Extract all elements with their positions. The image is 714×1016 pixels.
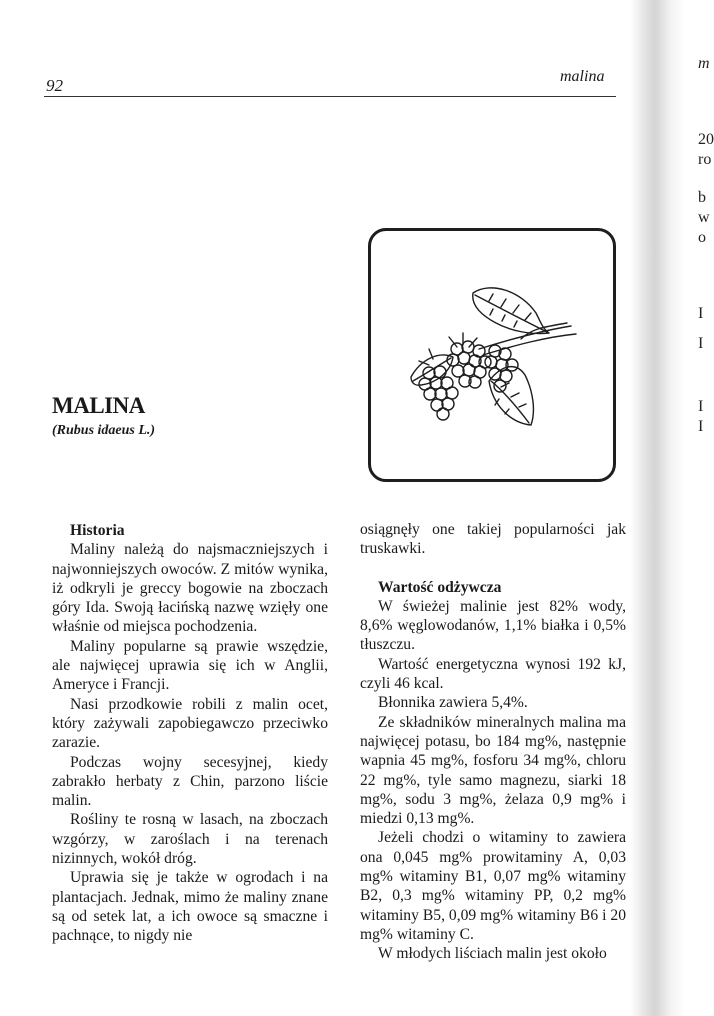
entry-title: MALINA (52, 393, 145, 418)
section-heading-wartosc-odzywcza: Wartość odżywcza (378, 578, 502, 596)
next-page-fragment: w (698, 209, 710, 226)
paragraph: Maliny należą do najsmaczniejszych i najwonniejszych owoców. Z mitów wynika, iż odkryli je greccy bogowie na zboczach góry Ida. Swoją łacińską nazwę wzięły one właśnie od miejsca pochodzenia. (52, 541, 328, 636)
header-rule (44, 96, 616, 97)
section-heading-historia: Historia (70, 522, 125, 539)
page-number: 92 (46, 76, 63, 95)
paragraph: Jeżeli chodzi o witaminy to zawiera ona 0,045 mg% prowitaminy A, 0,03 mg% witaminy B1, 0,07 mg% witaminy B2, 0,3 mg% witaminy PP, 0,2 mg% witaminy B5, 0,09 mg% witaminy B6 i 20 mg% witaminy C. (360, 829, 626, 943)
next-page-fragment: I (698, 335, 704, 352)
next-page-fragment: I (698, 418, 704, 435)
latin-name: (Rubus idaeus L.) (52, 423, 156, 438)
raspberry-illustration-frame (368, 228, 616, 482)
next-page-fragment: m (698, 55, 710, 72)
next-page-fragment: o (698, 229, 706, 246)
paragraph: Maliny popularne są prawie wszędzie, ale najwięcej uprawia się ich w Anglii, Ameryce i Francji. (52, 637, 328, 694)
paragraph: Wartość energetyczna wynosi 192 kJ, czyli 46 kcal. (360, 655, 626, 693)
right-column (360, 520, 626, 964)
paragraph: Błonnika zawiera 5,4%. (378, 694, 528, 712)
paragraph: Nasi przodkowie robili z malin ocet, który zażywali zapobiegawczo przeciwko zarazie. (52, 695, 328, 752)
paragraph-continuation: osiągnęły one takiej popularności jak truskawki. (360, 521, 626, 558)
raspberry-branch-icon (371, 231, 613, 479)
spacer (360, 559, 626, 578)
paragraph: Uprawia się je także w ogrodach i na plantacjach. Jednak, mimo że maliny znane są od setek lat, a ich owoce są smaczne i pachnące, to nigdy nie (52, 869, 328, 945)
next-page-fragment: 20 (698, 131, 714, 148)
paragraph: Ze składników mineralnych malina ma najwięcej potasu, bo 184 mg%, następnie wapnia 45 mg%, fosforu 34 mg%, chloru 22 mg%, tyle samo magnezu, siarki 18 mg%, sodu 3 mg%, żelaza 0,9 mg% i miedzi 0,13 mg%. (360, 713, 626, 828)
paragraph: Podczas wojny secesyjnej, kiedy zabrakło herbaty z Chin, parzono liście malin. (52, 753, 328, 810)
running-head: malina (560, 68, 605, 85)
next-page-fragment: ro (698, 151, 712, 168)
left-column (52, 521, 328, 946)
next-page-fragment: b (698, 189, 706, 206)
next-page-fragment: I (698, 305, 704, 322)
paragraph: W młodych liściach malin jest około (378, 945, 607, 963)
paragraph: W świeżej malinie jest 82% wody, 8,6% węglowodanów, 1,1% białka i 0,5% tłuszczu. (360, 597, 626, 654)
paragraph: Rośliny te rosną w lasach, na zboczach wzgórzy, w zaroślach i na terenach nizinnych, wokół dróg. (52, 811, 328, 868)
next-page-fragment: I (698, 398, 704, 415)
